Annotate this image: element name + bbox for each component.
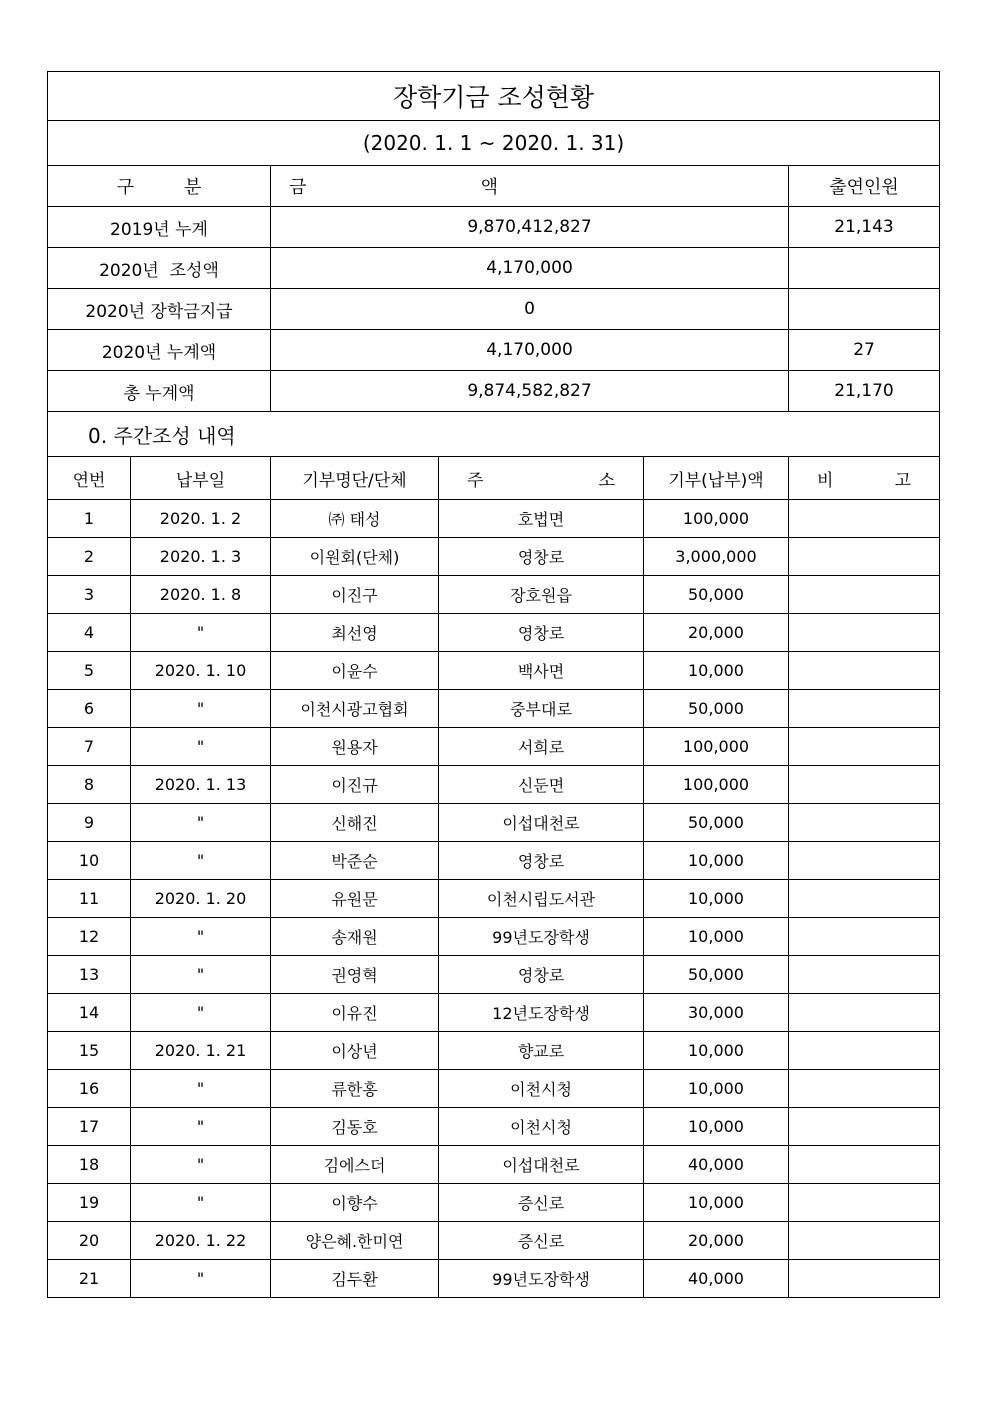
row-amount: 10,000: [644, 1108, 789, 1146]
row-amount: 20,000: [644, 1222, 789, 1260]
table-row: [48, 804, 940, 842]
header-address: [439, 457, 644, 500]
row-number: 4: [48, 614, 131, 652]
row-number: 11: [48, 880, 131, 918]
row-number: 7: [48, 728, 131, 766]
row-address: 이천시청: [439, 1108, 644, 1146]
header-address-b: 소: [598, 470, 615, 491]
row-address: 장호원읍: [439, 576, 644, 614]
summary-label: 2020년 누계액: [48, 330, 271, 371]
row-address: 향교로: [439, 1032, 644, 1070]
header-note: [789, 457, 940, 500]
summary-row: [48, 248, 940, 289]
row-amount: 100,000: [644, 728, 789, 766]
row-date: ": [131, 956, 271, 994]
row-note: [789, 538, 940, 576]
row-donor: ㈜ 태성: [271, 500, 439, 538]
table-row: [48, 766, 940, 804]
header-donor: 기부명단/단체: [271, 457, 439, 500]
row-donor: 이진규: [271, 766, 439, 804]
row-donor: 김동호: [271, 1108, 439, 1146]
row-amount: 10,000: [644, 880, 789, 918]
summary-amount: 9,870,412,827: [271, 207, 789, 248]
row-amount: 10,000: [644, 1032, 789, 1070]
row-number: 1: [48, 500, 131, 538]
row-date: ": [131, 842, 271, 880]
period-range: (2020. 1. 1 ~ 2020. 1. 31): [48, 121, 940, 166]
row-date: 2020. 1. 3: [131, 538, 271, 576]
summary-people: 21,143: [789, 207, 940, 248]
row-donor: 이천시광고협회: [271, 690, 439, 728]
row-address: 신둔면: [439, 766, 644, 804]
row-number: 5: [48, 652, 131, 690]
row-date: ": [131, 804, 271, 842]
row-date: ": [131, 728, 271, 766]
row-address: 호법면: [439, 500, 644, 538]
row-address: 12년도장학생: [439, 994, 644, 1032]
row-donor: 이향수: [271, 1184, 439, 1222]
header-address-a: 주: [467, 470, 484, 491]
row-date: ": [131, 1260, 271, 1298]
row-date: ": [131, 614, 271, 652]
header-date: 납부일: [131, 457, 271, 500]
table-row: [48, 1222, 940, 1260]
row-address: 영창로: [439, 842, 644, 880]
row-date: ": [131, 1184, 271, 1222]
row-donor: 김두환: [271, 1260, 439, 1298]
table-row: [48, 652, 940, 690]
row-address: 99년도장학생: [439, 918, 644, 956]
row-amount: 10,000: [644, 652, 789, 690]
row-date: ": [131, 1108, 271, 1146]
table-row: [48, 956, 940, 994]
summary-row: [48, 289, 940, 330]
row-note: [789, 614, 940, 652]
row-note: [789, 652, 940, 690]
row-address: 99년도장학생: [439, 1260, 644, 1298]
row-note: [789, 1108, 940, 1146]
row-amount: 3,000,000: [644, 538, 789, 576]
table-row: [48, 576, 940, 614]
row-address: 백사면: [439, 652, 644, 690]
row-address: 이섭대천로: [439, 804, 644, 842]
detail-header-row: [48, 457, 940, 500]
row-donor: 김에스더: [271, 1146, 439, 1184]
period-row: [48, 121, 940, 166]
section-title: 0. 주간조성 내역: [48, 412, 940, 457]
row-note: [789, 728, 940, 766]
row-donor: 양은혜.한미연: [271, 1222, 439, 1260]
summary-label: 2020년 조성액: [48, 248, 271, 289]
row-donor: 이유진: [271, 994, 439, 1032]
row-amount: 100,000: [644, 766, 789, 804]
row-date: 2020. 1. 2: [131, 500, 271, 538]
row-date: 2020. 1. 10: [131, 652, 271, 690]
row-note: [789, 956, 940, 994]
row-address: 이천시립도서관: [439, 880, 644, 918]
row-number: 20: [48, 1222, 131, 1260]
row-note: [789, 1070, 940, 1108]
row-note: [789, 766, 940, 804]
row-donor: 원용자: [271, 728, 439, 766]
table-row: [48, 500, 940, 538]
table-row: [48, 1070, 940, 1108]
row-number: 10: [48, 842, 131, 880]
table-row: [48, 842, 940, 880]
summary-amount: 4,170,000: [271, 248, 789, 289]
row-donor: 류한홍: [271, 1070, 439, 1108]
summary-amount: 4,170,000: [271, 330, 789, 371]
table-row: [48, 614, 940, 652]
title-row: [48, 72, 940, 121]
row-note: [789, 880, 940, 918]
row-date: ": [131, 1070, 271, 1108]
header-amount: 기부(납부)액: [644, 457, 789, 500]
row-donor: 송재원: [271, 918, 439, 956]
row-date: ": [131, 918, 271, 956]
row-number: 13: [48, 956, 131, 994]
row-donor: 박준순: [271, 842, 439, 880]
row-date: 2020. 1. 21: [131, 1032, 271, 1070]
row-number: 9: [48, 804, 131, 842]
table-row: [48, 1108, 940, 1146]
header-note-b: 고: [894, 470, 912, 491]
row-address: 서희로: [439, 728, 644, 766]
table-row: [48, 538, 940, 576]
row-amount: 10,000: [644, 1070, 789, 1108]
category-label-b: 분: [184, 177, 202, 198]
row-amount: 50,000: [644, 956, 789, 994]
page-title: 장학기금 조성현황: [48, 72, 940, 121]
row-note: [789, 1260, 940, 1298]
row-date: ": [131, 994, 271, 1032]
row-amount: 40,000: [644, 1260, 789, 1298]
row-amount: 50,000: [644, 804, 789, 842]
summary-people: 21,170: [789, 371, 940, 412]
row-note: [789, 994, 940, 1032]
row-donor: 이원회(단체): [271, 538, 439, 576]
row-donor: 신해진: [271, 804, 439, 842]
summary-row: [48, 207, 940, 248]
row-donor: 이진구: [271, 576, 439, 614]
row-date: 2020. 1. 13: [131, 766, 271, 804]
table-row: [48, 1260, 940, 1298]
table-row: [48, 994, 940, 1032]
row-number: 2: [48, 538, 131, 576]
row-note: [789, 1184, 940, 1222]
row-address: 영창로: [439, 538, 644, 576]
row-date: 2020. 1. 8: [131, 576, 271, 614]
row-number: 21: [48, 1260, 131, 1298]
row-address: 영창로: [439, 614, 644, 652]
row-number: 6: [48, 690, 131, 728]
row-amount: 10,000: [644, 842, 789, 880]
row-number: 17: [48, 1108, 131, 1146]
summary-row: [48, 330, 940, 371]
row-amount: 10,000: [644, 1184, 789, 1222]
row-note: [789, 842, 940, 880]
row-amount: 100,000: [644, 500, 789, 538]
header-note-a: 비: [817, 470, 834, 491]
summary-amount: 0: [271, 289, 789, 330]
summary-header-row: [48, 166, 940, 207]
row-donor: 유원문: [271, 880, 439, 918]
row-address: 증신로: [439, 1222, 644, 1260]
row-number: 15: [48, 1032, 131, 1070]
summary-row: [48, 371, 940, 412]
summary-label: 총 누계액: [48, 371, 271, 412]
category-label-a: 구: [116, 177, 134, 198]
row-donor: 이윤수: [271, 652, 439, 690]
row-date: ": [131, 690, 271, 728]
row-note: [789, 1032, 940, 1070]
table-row: [48, 1032, 940, 1070]
table-row: [48, 728, 940, 766]
row-note: [789, 1222, 940, 1260]
row-amount: 40,000: [644, 1146, 789, 1184]
summary-amount: 9,874,582,827: [271, 371, 789, 412]
row-number: 19: [48, 1184, 131, 1222]
row-amount: 30,000: [644, 994, 789, 1032]
scholarship-fund-table: [47, 71, 940, 1298]
row-address: 중부대로: [439, 690, 644, 728]
summary-people: [789, 248, 940, 289]
summary-header-category: [48, 166, 271, 207]
amount-label-a: 금: [289, 177, 307, 198]
summary-label: 2020년 장학금지급: [48, 289, 271, 330]
summary-label: 2019년 누계: [48, 207, 271, 248]
row-number: 16: [48, 1070, 131, 1108]
row-amount: 50,000: [644, 690, 789, 728]
row-amount: 50,000: [644, 576, 789, 614]
summary-header-people: 출연인원: [789, 166, 940, 207]
row-note: [789, 918, 940, 956]
row-address: 영창로: [439, 956, 644, 994]
amount-label-b: 액: [480, 177, 498, 198]
table-row: [48, 690, 940, 728]
table-row: [48, 918, 940, 956]
row-address: 증신로: [439, 1184, 644, 1222]
table-row: [48, 1184, 940, 1222]
row-number: 3: [48, 576, 131, 614]
row-donor: 권영혁: [271, 956, 439, 994]
row-number: 18: [48, 1146, 131, 1184]
row-number: 12: [48, 918, 131, 956]
row-note: [789, 690, 940, 728]
row-date: 2020. 1. 22: [131, 1222, 271, 1260]
row-number: 14: [48, 994, 131, 1032]
row-date: ": [131, 1146, 271, 1184]
summary-people: [789, 289, 940, 330]
summary-header-amount: [271, 166, 789, 207]
row-donor: 최선영: [271, 614, 439, 652]
row-donor: 이상년: [271, 1032, 439, 1070]
summary-people: 27: [789, 330, 940, 371]
row-note: [789, 576, 940, 614]
header-no: 연번: [48, 457, 131, 500]
row-note: [789, 500, 940, 538]
table-row: [48, 880, 940, 918]
row-address: 이천시청: [439, 1070, 644, 1108]
table-row: [48, 1146, 940, 1184]
row-address: 이섭대천로: [439, 1146, 644, 1184]
row-note: [789, 1146, 940, 1184]
row-amount: 10,000: [644, 918, 789, 956]
row-number: 8: [48, 766, 131, 804]
section-title-row: [48, 412, 940, 457]
row-date: 2020. 1. 20: [131, 880, 271, 918]
row-amount: 20,000: [644, 614, 789, 652]
row-note: [789, 804, 940, 842]
